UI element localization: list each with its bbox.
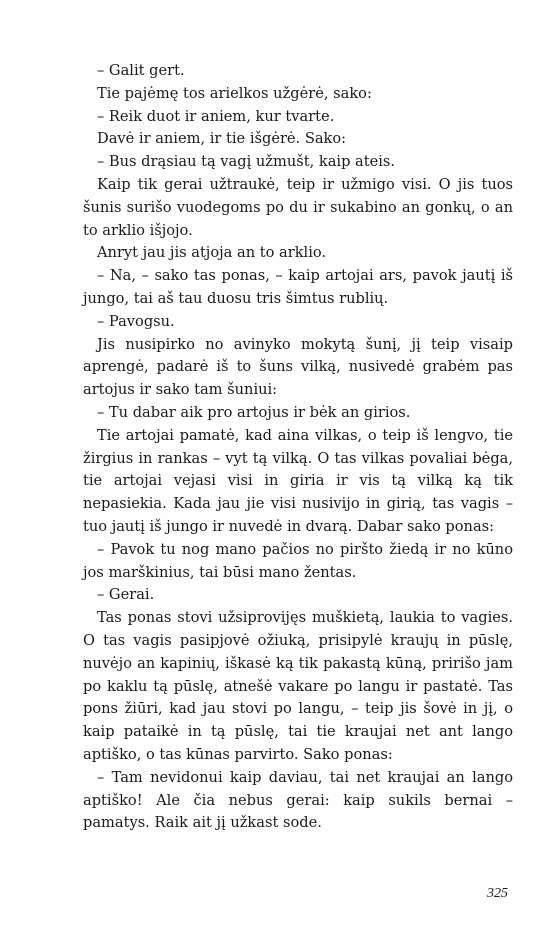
paragraph: – Gerai. <box>97 586 155 604</box>
paragraph: – Galit gert. <box>97 62 185 79</box>
paragraph: – Pavogsu. <box>97 312 175 330</box>
paragraph: Kaip tik gerai užtraukė, teip ir užmigo visi. O jis tuos šunis surišo vuodegoms po du ir sukabino an gonkų, o an to arklio išjojo. <box>83 175 513 239</box>
paragraph: Tie artojai pamatė, kad aina vilkas, o teip iš lengvo, tie žirgius in rankas – vyt tą vilką. O tas vilkas povaliai bėga, tie artojai vejasi visi in giria ir vis tą vilką ką tik nepasiekia. Kada jau jie visi nusivijo in girią, tas vagis – tuo jautį iš jungo ir nuvedė in dvarą. Dabar sako ponas: <box>83 426 513 535</box>
page-text <box>83 60 513 835</box>
paragraph: – Tu dabar aik pro artojus ir bėk an girios. <box>97 403 411 421</box>
page-number: 325 <box>487 886 508 901</box>
paragraph: Tas ponas stovi užsiprovijęs muškietą, laukia to vagies. O tas vagis pasipjovė ožiuką, prisipylė kraujų in pūslę, nuvėjo an kapinių, iškasė ką tik pakastą kūną, pririšo jam po kaklu tą pūslę, atnešė vakare po langu ir pastatė. Tas pons žiūri, kad jau stovi po langu, – teip jis šovė in jį, o kaip pataikė in tą pūslę, tai tie kraujai net ant lango aptiško, o tas kūnas parvirto. Sako ponas: <box>83 609 513 763</box>
paragraph: – Pavok tu nog mano pačios no piršto žiedą ir no kūno jos marškinius, tai būsi mano žentas. <box>83 540 513 581</box>
paragraph: – Tam nevidonui kaip daviau, tai net kraujai an lango aptiško! Ale čia nebus gerai: kaip sukils bernai – pamatys. Raik ait jį užkast sode. <box>83 768 513 832</box>
paragraph: – Reik duot ir aniem, kur tvarte. <box>97 107 335 125</box>
paragraph: Jis nusipirko no avinyko mokytą šunį, jį teip visaip aprengė, padarė iš to šuns vilką, nusivedė grabėm pas artojus ir sako tam šuniui: <box>83 335 513 399</box>
paragraph: – Na, – sako tas ponas, – kaip artojai ars, pavok jautį iš jungo, tai aš tau duosu tris šimtus rublių. <box>83 267 513 307</box>
paragraph: – Bus drąsiau tą vagį užmušt, kaip ateis. <box>97 153 396 171</box>
paragraph: Davė ir aniem, ir tie išgėrė. Sako: <box>97 130 347 148</box>
paragraph: Anryt jau jis atjoja an to arklio. <box>97 244 327 262</box>
paragraph: Tie pajėmę tos arielkos užgėrė, sako: <box>97 84 372 102</box>
